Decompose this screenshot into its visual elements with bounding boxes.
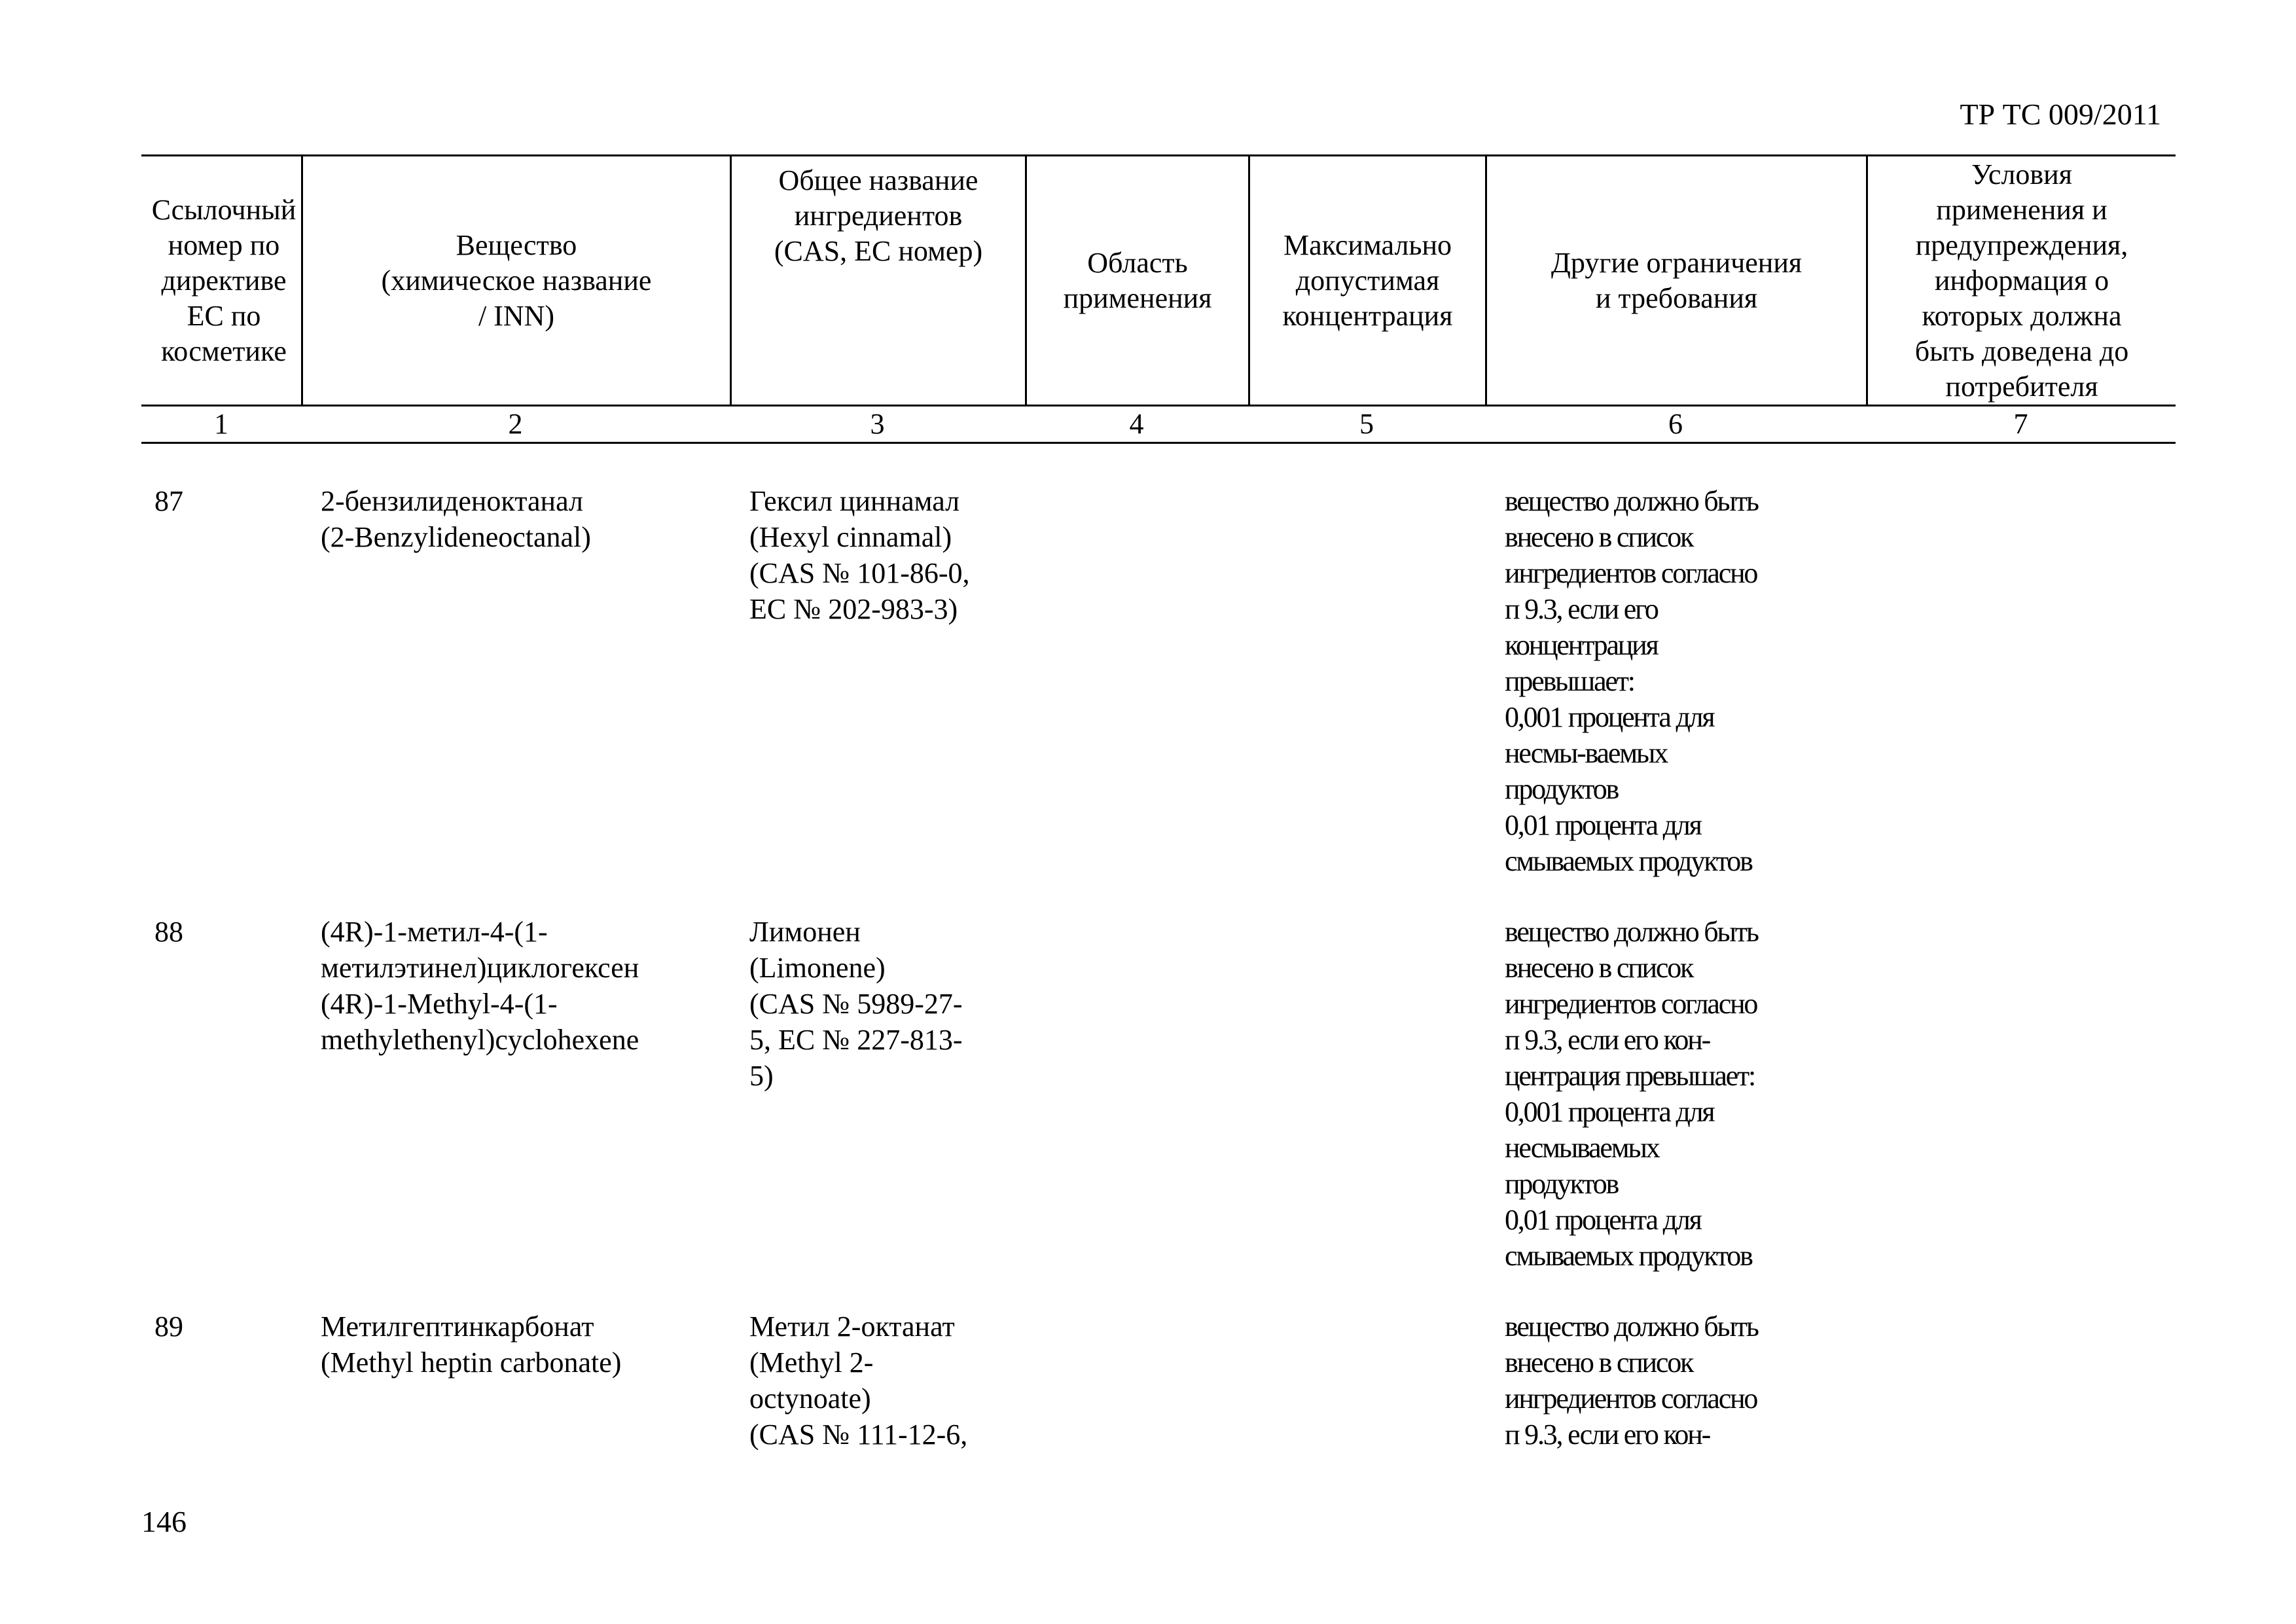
- column-number: 1: [214, 408, 228, 440]
- column-number: 5: [1359, 408, 1374, 440]
- header-scope: Область применения: [1025, 156, 1248, 405]
- header-substance: Вещество (химическое название / INN): [301, 156, 730, 405]
- other-restrictions-cell: вещество должно быть внесено в список ингредиентов согласно п 9.3, если его кон-: [1505, 1310, 1758, 1451]
- max-concentration-cell: [1248, 914, 1485, 1308]
- header-common-name: Общее название ингредиентов (CAS, ЕС номер): [730, 156, 1025, 405]
- ref-number-cell: 88: [154, 916, 183, 948]
- conditions-cell: [1866, 1308, 2176, 1505]
- table-header-row: [141, 154, 2176, 406]
- column-number-row: [141, 406, 2176, 444]
- other-restrictions-cell: вещество должно быть внесено в список ингредиентов согласно п 9.3, если его кон- центрация превышает: 0,001 процента для несмываемых продуктов 0,01 процента для смываемых продуктов: [1505, 916, 1758, 1272]
- substance-cell: (4R)-1-метил-4-(1- метилэтинел)циклогексен (4R)-1-Methyl-4-(1- methylethenyl)cyclohexene: [321, 916, 639, 1056]
- substances-table: [141, 154, 2176, 1505]
- substance-cell: 2-бензилиденоктанал (2-Benzylideneoctanal): [321, 485, 591, 553]
- column-number: 2: [508, 408, 523, 440]
- max-concentration-cell: [1248, 483, 1485, 914]
- conditions-cell: [1866, 483, 2176, 914]
- column-number: 7: [2013, 408, 2028, 440]
- scope-cell: [1025, 914, 1248, 1308]
- conditions-cell: [1866, 914, 2176, 1308]
- column-number: 6: [1668, 408, 1683, 440]
- document-code: ТР ТС 009/2011: [1960, 98, 2161, 131]
- scope-cell: [1025, 1308, 1248, 1505]
- ref-number-cell: 87: [154, 485, 183, 517]
- header-ref-number: Ссылочный номер по директиве ЕС по косметике: [151, 193, 296, 367]
- header-other-restrictions: Другие ограничения и требования: [1485, 156, 1866, 405]
- common-name-cell: Лимонен (Limonene) (CAS № 5989-27- 5, ЕС № 227-813- 5): [749, 916, 963, 1092]
- other-restrictions-cell: вещество должно быть внесено в список ингредиентов согласно п 9.3, если его концентрация превышает: 0,001 процента для несмы-ваемых продуктов 0,01 процента для смываемых продуктов: [1505, 485, 1758, 877]
- column-number: 4: [1129, 408, 1144, 440]
- max-concentration-cell: [1248, 1308, 1485, 1505]
- header-max-concentration: Максимально допустимая концентрация: [1248, 156, 1485, 405]
- common-name-cell: Гексил циннамал (Hexyl cinnamal) (CAS № 101-86-0, ЕС № 202-983-3): [749, 485, 970, 625]
- header-conditions: Условия применения и предупреждения, информация о которых должна быть доведена до потребителя: [1866, 156, 2176, 405]
- table-row: [141, 914, 2176, 1308]
- common-name-cell: Метил 2-октанат (Methyl 2- octynoate) (CAS № 111-12-6,: [749, 1310, 968, 1451]
- substance-cell: Метилгептинкарбонат (Methyl heptin carbonate): [321, 1310, 622, 1379]
- column-number: 3: [870, 408, 885, 440]
- table-row: [141, 1308, 2176, 1505]
- table-row: [141, 483, 2176, 914]
- scope-cell: [1025, 483, 1248, 914]
- page-number: 146: [141, 1505, 187, 1538]
- ref-number-cell: 89: [154, 1310, 183, 1343]
